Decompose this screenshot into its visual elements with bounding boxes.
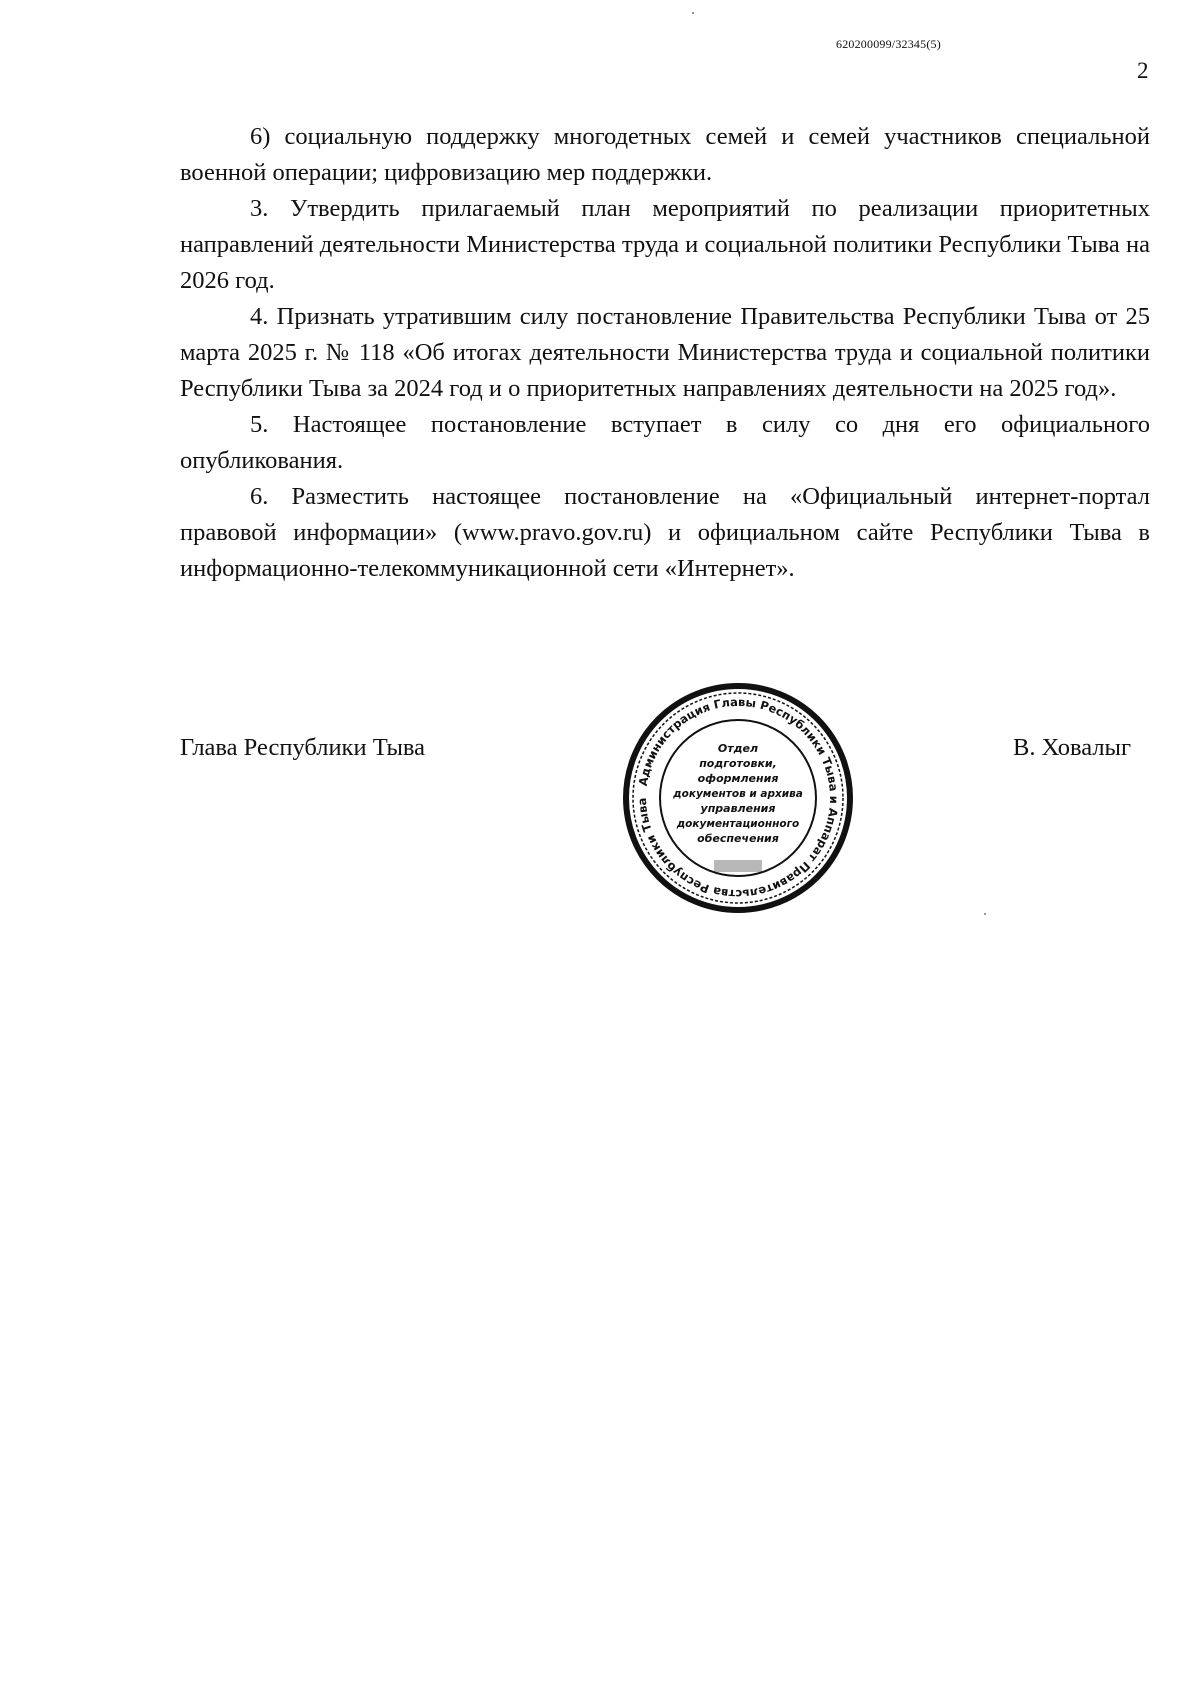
stamp-barcode-smudge bbox=[714, 860, 762, 872]
stamp-ring-text: Администрация Главы Республики Тыва и Аппарат Правительства Республики Тыва bbox=[634, 694, 842, 902]
stamp-line: документационного bbox=[676, 818, 800, 830]
stamp-line: подготовки, bbox=[699, 757, 777, 770]
document-body bbox=[180, 119, 1150, 587]
scan-speck bbox=[984, 913, 986, 915]
stamp-center-text bbox=[672, 742, 803, 845]
stamp-line: управления bbox=[700, 802, 776, 815]
official-stamp bbox=[618, 678, 858, 918]
stamp-line: обеспечения bbox=[697, 832, 779, 845]
paragraph-publication: 6. Разместить настоящее постановление на «Официальный интернет-портал правовой информации» (www.pravo.gov.ru) и официальном сайте Республики Тыва в информационно-телекоммуникационной сети «Интернет». bbox=[180, 483, 1150, 582]
paragraph-repeal-decree: 4. Признать утратившим силу постановление Правительства Республики Тыва от 25 марта 2025 г. № 118 «Об итогах деятельности Министерства труда и социальной политики Республики Тыва за 2024 год и о приоритетных направлениях деятельности на 2025 год». bbox=[180, 303, 1150, 402]
paragraph-item-6-support: 6) социальную поддержку многодетных семей и семей участников специальной военной операции; цифровизацию мер поддержки. bbox=[180, 123, 1150, 186]
stamp-seal-graphic bbox=[618, 678, 858, 918]
scan-speck bbox=[692, 12, 694, 14]
stamp-line: документов и архива bbox=[673, 788, 803, 800]
paragraph-entry-into-force: 5. Настоящее постановление вступает в силу со дня его официального опубликования. bbox=[180, 411, 1150, 474]
page-number: 2 bbox=[1137, 58, 1149, 83]
document-code: 620200099/32345(5) bbox=[836, 37, 941, 51]
paragraph-approve-plan: 3. Утвердить прилагаемый план мероприятий по реализации приоритетных направлений деятельности Министерства труда и социальной политики Республики Тыва на 2026 год. bbox=[180, 195, 1150, 294]
signer-title: Глава Республики Тыва bbox=[180, 734, 426, 761]
signer-name: В. Ховалыг bbox=[1013, 734, 1132, 761]
stamp-line: оформления bbox=[697, 772, 779, 785]
stamp-line: Отдел bbox=[717, 742, 759, 755]
